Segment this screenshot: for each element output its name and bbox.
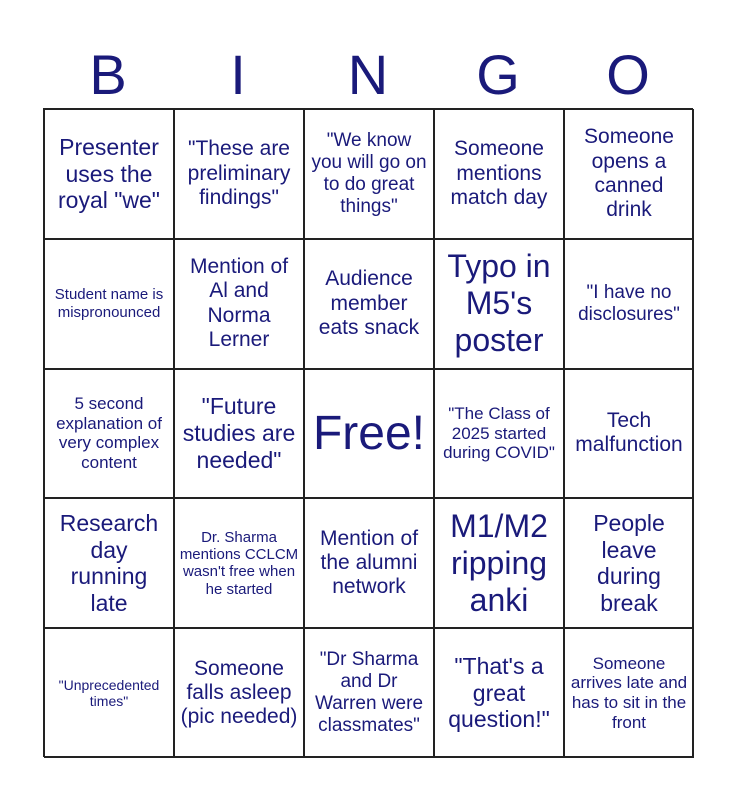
cell-text: Mention of Al and Norma Lerner [189, 254, 289, 352]
cell-text: "These are preliminary findings" [187, 137, 291, 210]
bingo-cell[interactable] [304, 239, 434, 369]
bingo-cell[interactable] [44, 369, 174, 499]
cell-text: Mention of the alumni network [319, 526, 419, 599]
bingo-cell[interactable] [174, 109, 304, 239]
cell-text: Someone mentions match day [450, 137, 548, 210]
bingo-cell[interactable] [564, 109, 694, 239]
bingo-cell[interactable] [174, 498, 304, 628]
cell-text: Someone opens a canned drink [584, 125, 674, 222]
cell-text: Student name is mispronounced [54, 286, 164, 321]
cell-text: "Dr Sharma and Dr Warren were classmates" [314, 649, 424, 737]
header-letter-b: B [89, 43, 127, 106]
cell-text: Research day running late [59, 509, 159, 616]
bingo-header [43, 40, 693, 110]
header-letter-g: G [476, 43, 520, 106]
cell-text: M1/M2 ripping anki [450, 507, 548, 618]
cell-text: "We know you will go on to do great things" [311, 129, 427, 217]
header-letter-o: O [606, 43, 650, 106]
cell-text: Presenter uses the royal "we" [58, 133, 160, 214]
cell-text: People leave during break [593, 509, 665, 616]
bingo-cell[interactable] [174, 369, 304, 499]
cell-text: Someone falls asleep (pic needed) [180, 656, 298, 729]
bingo-cell[interactable] [434, 239, 564, 369]
bingo-cell[interactable] [564, 239, 694, 369]
cell-text: Someone arrives late and has to sit in the front [570, 653, 688, 732]
bingo-cell[interactable] [44, 628, 174, 758]
bingo-cell[interactable] [434, 109, 564, 239]
cell-text: 5 second explanation of very complex content [56, 394, 162, 473]
cell-text: Typo in M5's poster [447, 248, 551, 359]
cell-text: Tech malfunction [575, 409, 683, 457]
bingo-cell[interactable] [174, 628, 304, 758]
bingo-cell[interactable] [564, 369, 694, 499]
bingo-cell[interactable] [564, 498, 694, 628]
bingo-cell[interactable] [304, 109, 434, 239]
bingo-cell[interactable] [434, 498, 564, 628]
bingo-cell[interactable] [174, 239, 304, 369]
bingo-cell[interactable] [564, 628, 694, 758]
header-letter-i: I [230, 43, 246, 106]
bingo-card-grid [43, 108, 693, 757]
cell-text: "I have no disclosures" [578, 281, 680, 325]
free-space-text: Free! [312, 406, 426, 460]
cell-text: Audience member eats snack [318, 267, 420, 339]
bingo-cell[interactable] [304, 498, 434, 628]
cell-text: Dr. Sharma mentions CCLCM wasn't free when he started [179, 528, 299, 598]
cell-text: "That's a great question!" [448, 653, 550, 733]
bingo-cell[interactable] [44, 109, 174, 239]
bingo-cell[interactable] [434, 369, 564, 499]
cell-text: "The Class of 2025 started during COVID" [443, 403, 555, 463]
bingo-cell[interactable] [44, 239, 174, 369]
bingo-cell[interactable] [304, 628, 434, 758]
header-letter-n: N [347, 43, 389, 106]
free-space-cell[interactable] [304, 369, 434, 499]
cell-text: "Unprecedented times" [58, 676, 160, 710]
cell-text: "Future studies are needed" [182, 393, 296, 473]
bingo-cell[interactable] [44, 498, 174, 628]
bingo-cell[interactable] [434, 628, 564, 758]
